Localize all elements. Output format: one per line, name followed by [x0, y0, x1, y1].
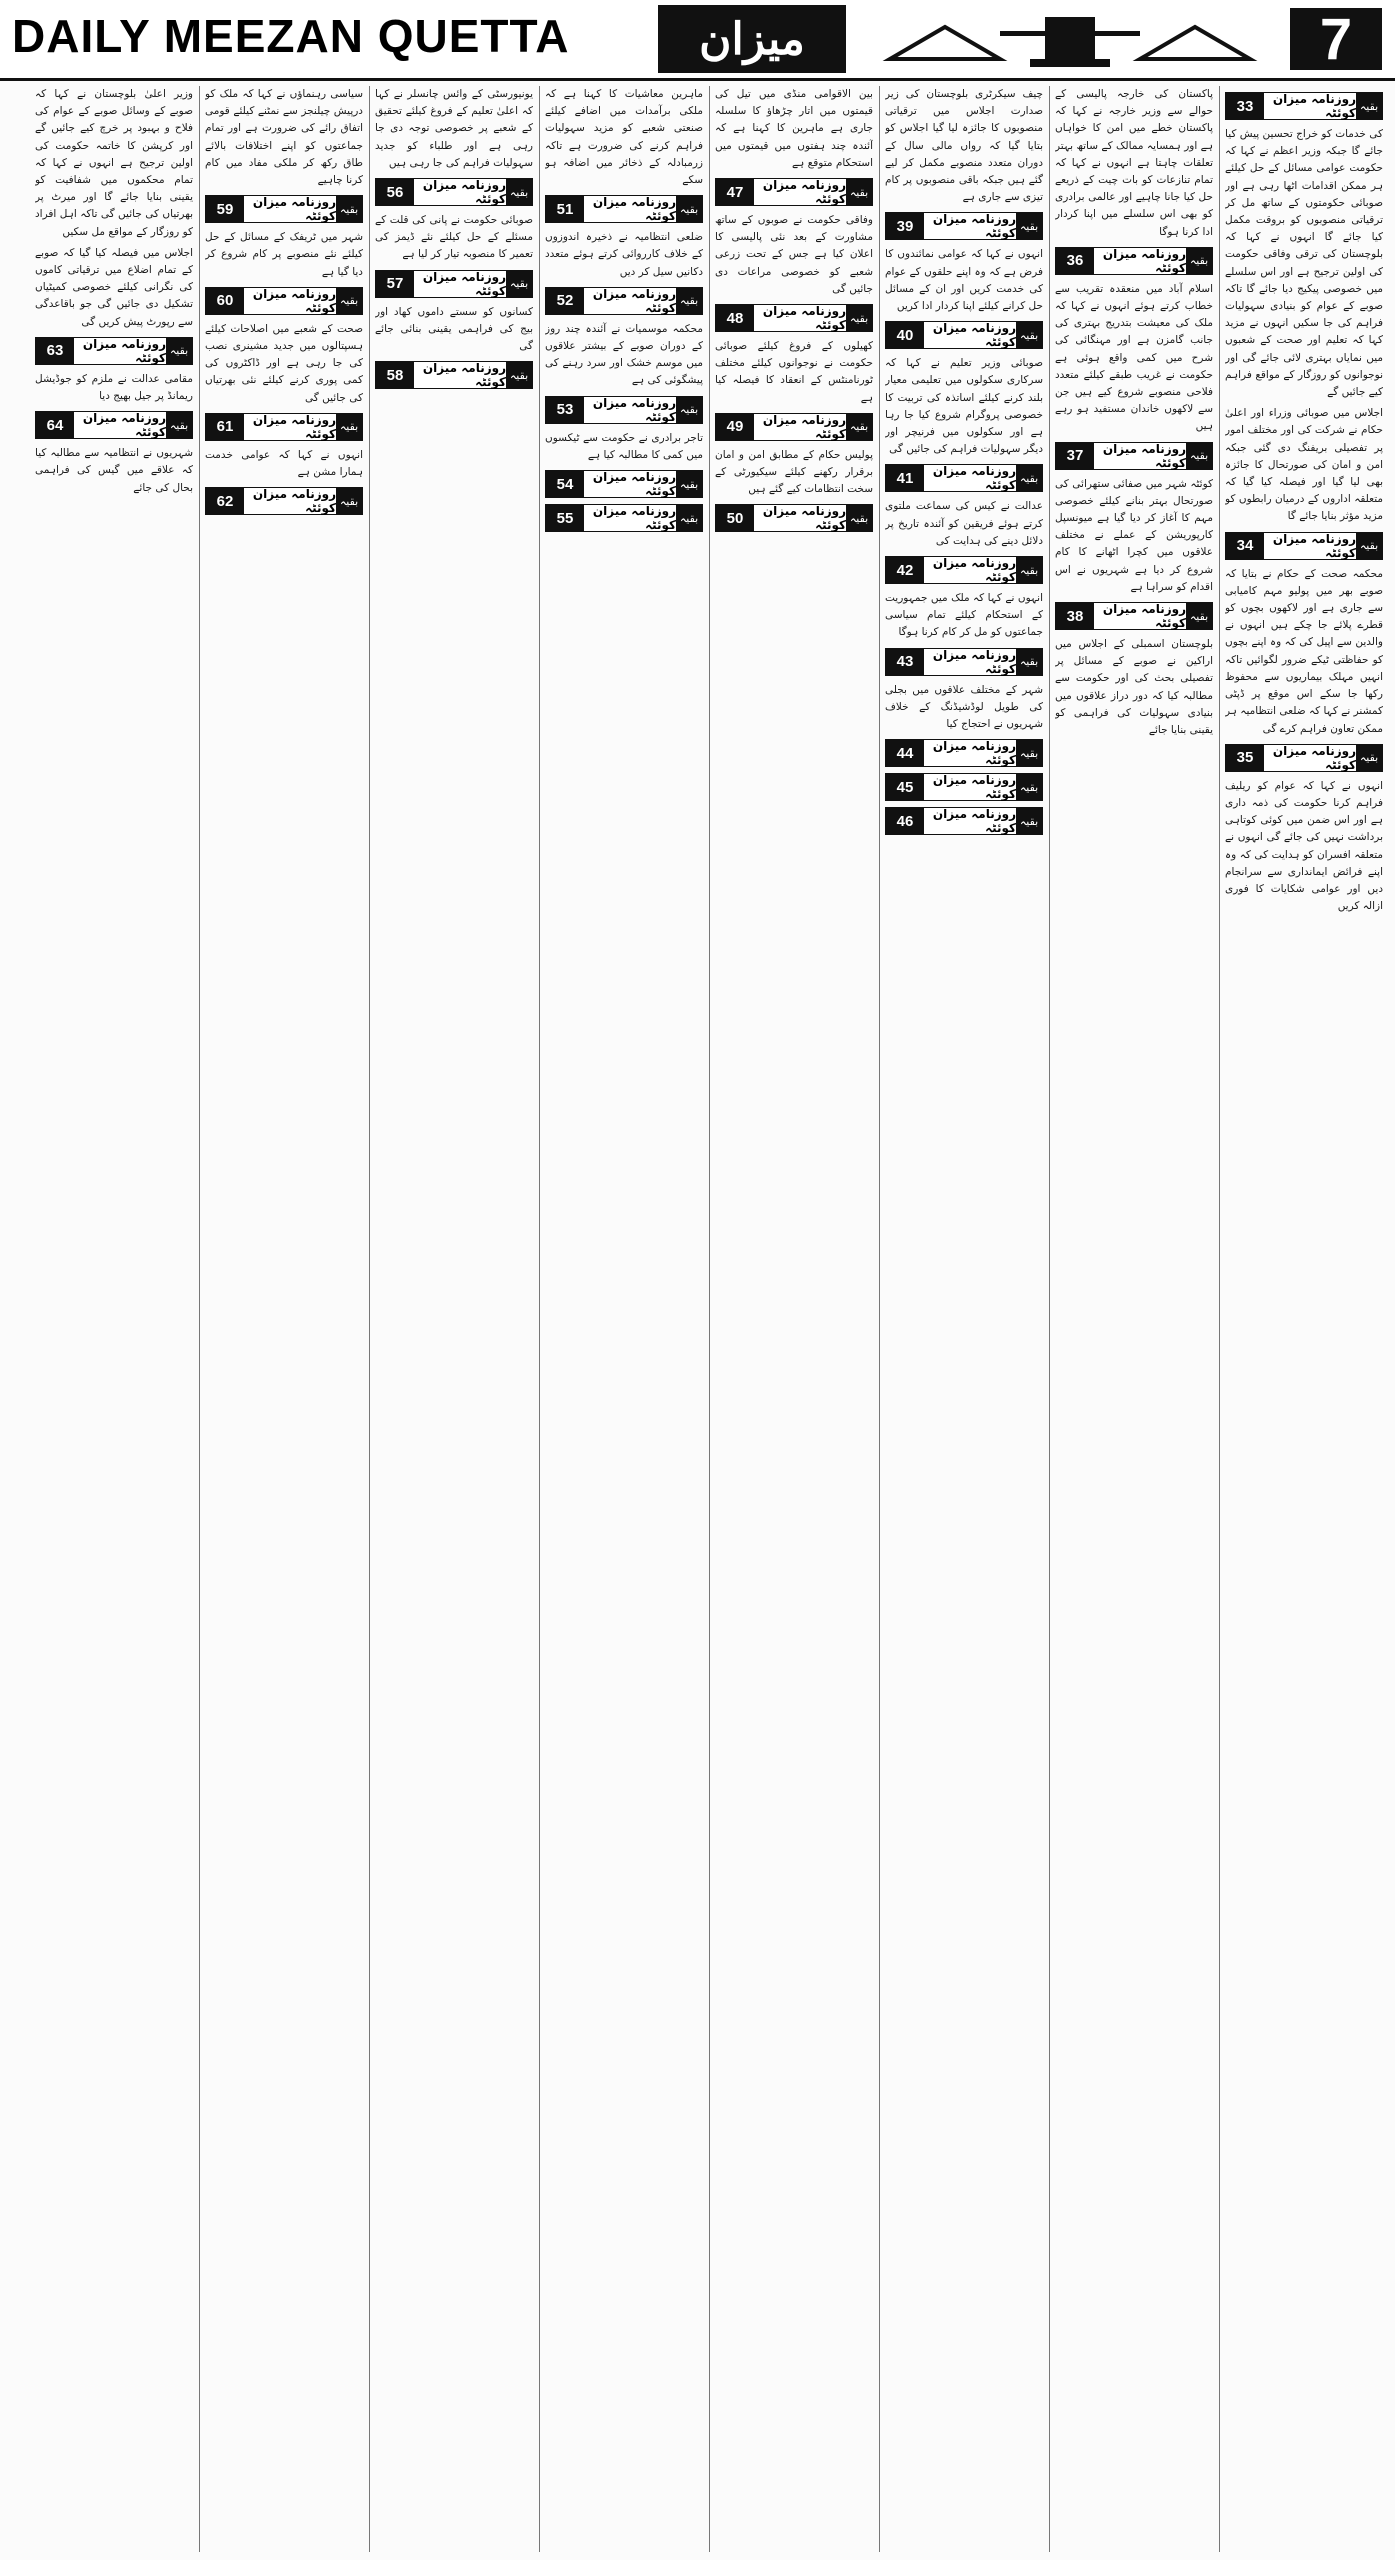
continuation-number: 56: [376, 179, 414, 205]
continuation-number: 37: [1056, 443, 1094, 469]
continuation-number: 40: [886, 322, 924, 348]
continuation-tag: بقیہ: [846, 305, 872, 331]
continuation-header: [715, 504, 873, 532]
continuation-number: 35: [1226, 745, 1264, 771]
continuation-number: 48: [716, 305, 754, 331]
column-4: [715, 86, 873, 2552]
column-divider: [369, 86, 370, 2552]
continuation-header: [1225, 532, 1383, 560]
continuation-tag: بقیہ: [336, 414, 362, 440]
continuation-tag: بقیہ: [1016, 465, 1042, 491]
continuation-tag: بقیہ: [1016, 774, 1042, 800]
continuation-tag: بقیہ: [506, 271, 532, 297]
column-2: [1055, 86, 1213, 2552]
column-divider: [1049, 86, 1050, 2552]
article-paragraph: یونیورسٹی کے وائس چانسلر نے کہا کہ اعلیٰ تعلیم کے فروغ کیلئے تحقیق کے شعبے پر خصوصی توجہ دی جا رہی ہے اور طلباء کو جدید سہولیات فراہم کی جا رہی ہیں: [375, 88, 533, 169]
column-1: [1225, 86, 1383, 2552]
continuation-label: روزنامہ میزان کوئٹہ: [932, 212, 1016, 241]
article-paragraph: وزیر اعلیٰ بلوچستان نے کہا کہ صوبے کے وسائل صوبے کے عوام کی فلاح و بہبود پر خرچ کیے جائیں گے اور کرپشن کا خاتمہ حکومت کی اولین ترجیح ہے انہوں نے کہا کہ تمام محکموں میں شفافیت کو یقینی بنایا جائے گا اور میرٹ پر بھرتیاں کی جائیں گی تاکہ اہل افراد کو روزگار کے مواقع مل سکیں: [35, 88, 193, 238]
continuation-tag: بقیہ: [846, 505, 872, 531]
continuation-number: 63: [36, 338, 74, 364]
continuation-header: [545, 470, 703, 498]
continuation-number: 61: [206, 414, 244, 440]
column-3: [885, 86, 1043, 2552]
continuation-number: 64: [36, 412, 74, 438]
continuation-tag: بقیہ: [1016, 322, 1042, 348]
continuation-header: [885, 648, 1043, 676]
continuation-label: روزنامہ میزان کوئٹہ: [932, 464, 1016, 493]
continuation-tag: بقیہ: [166, 412, 192, 438]
continuation-header: [885, 739, 1043, 767]
continuation-header: [885, 807, 1043, 835]
continuation-header: [35, 411, 193, 439]
continuation-tag: بقیہ: [1356, 93, 1382, 119]
continuation-header: [375, 178, 533, 206]
continuation-label: روزنامہ میزان کوئٹہ: [252, 412, 336, 441]
continuation-tag: بقیہ: [676, 288, 702, 314]
article-paragraph: اسلام آباد میں منعقدہ تقریب سے خطاب کرتے ہوئے انہوں نے کہا کہ ملک کی معیشت بتدریج بہتری کی جانب گامزن ہے اور مہنگائی کی شرح میں کمی واقع ہوئی ہے حکومت نے غریب طبقے کیلئے متعدد فلاحی منصوبے شروع کیے ہیں جن سے لاکھوں خاندان مستفید ہو رہے ہیں: [1055, 282, 1213, 433]
continuation-label: روزنامہ میزان کوئٹہ: [932, 321, 1016, 350]
column-divider: [709, 86, 710, 2552]
continuation-tag: بقیہ: [1016, 213, 1042, 239]
article-paragraph: صحت کے شعبے میں اصلاحات کیلئے ہسپتالوں میں جدید مشینری نصب کی جا رہی ہے اور ڈاکٹروں کی کمی پوری کرنے کیلئے نئی بھرتیاں کی جائیں گی: [205, 322, 363, 404]
continuation-label: روزنامہ میزان کوئٹہ: [82, 336, 166, 365]
article-paragraph: اجلاس میں فیصلہ کیا گیا کہ صوبے کے تمام اضلاع میں ترقیاتی کاموں کی نگرانی کیلئے خصوصی کمیٹیاں تشکیل دی جائیں گی جو باقاعدگی سے رپورٹ پیش کریں گی: [35, 246, 193, 328]
column-6: [375, 86, 533, 2552]
continuation-header: [885, 212, 1043, 240]
continuation-tag: بقیہ: [1356, 745, 1382, 771]
article-paragraph: اجلاس میں صوبائی وزراء اور اعلیٰ حکام نے شرکت کی اور مختلف امور پر تفصیلی بریفنگ دی گئی جبکہ امن و امان کی صورتحال کا جائزہ بھی لیا گیا اور فیصلہ کیا گیا کہ متعلقہ اداروں کے درمیان رابطوں کو مزید مؤثر بنایا جائے گا: [1225, 407, 1383, 523]
continuation-header: [1055, 602, 1213, 630]
article-paragraph: کی خدمات کو خراج تحسین پیش کیا جائے گا جبکہ وزیر اعظم نے کہا کہ حکومت عوامی مسائل کے حل کیلئے ہر ممکن اقدامات اٹھا رہی ہے اور صوبائی حکومتوں کے ساتھ مل کر ترقیاتی منصوبوں کو بروقت مکمل کیا جائے گا انہوں نے کہا کہ بلوچستان کی ترقی وفاقی حکومت کی اولین ترجیح ہے اور اس سلسلے میں خصوصی پیکیج دیا جائے گا تاکہ صوبے کے عوام کو بنیادی سہولیات فراہم کی جا سکیں انہوں نے مزید کہا کہ تعلیم اور صحت کے شعبوں میں نمایاں بہتری لائی جائے گی اور نوجوانوں کو روزگار کے مواقع فراہم کیے جائیں گے: [1225, 128, 1383, 399]
continuation-header: [1225, 92, 1383, 120]
continuation-header: [205, 195, 363, 223]
continuation-label: روزنامہ میزان کوئٹہ: [1102, 602, 1186, 631]
continuation-label: روزنامہ میزان کوئٹہ: [1272, 92, 1356, 120]
continuation-label: روزنامہ میزان کوئٹہ: [592, 395, 676, 424]
continuation-label: روزنامہ میزان کوئٹہ: [762, 304, 846, 333]
continuation-header: [375, 361, 533, 389]
continuation-tag: بقیہ: [1186, 603, 1212, 629]
continuation-number: 51: [546, 196, 584, 222]
continuation-number: 43: [886, 649, 924, 675]
article-paragraph: ماہرین معاشیات کا کہنا ہے کہ ملکی برآمدات میں اضافے کیلئے صنعتی شعبے کو مزید سہولیات فراہم کرنے کی ضرورت ہے تاکہ زرمبادلہ کے ذخائر میں اضافہ ہو سکے: [545, 88, 703, 187]
continuation-label: روزنامہ میزان کوئٹہ: [592, 504, 676, 533]
brand-english-title: DAILY MEEZAN QUETTA: [12, 10, 570, 62]
continuation-label: روزنامہ میزان کوئٹہ: [252, 286, 336, 315]
continuation-number: 50: [716, 505, 754, 531]
continuation-number: 44: [886, 740, 924, 766]
continuation-tag: بقیہ: [676, 505, 702, 531]
column-8: [35, 86, 193, 2552]
column-5: [545, 86, 703, 2552]
article-paragraph: انہوں نے کہا کہ عوام کو ریلیف فراہم کرنا حکومت کی ذمہ داری ہے اور اس ضمن میں کوئی کوتاہی برداشت نہیں کی جائے گی انہوں نے متعلقہ افسران کو ہدایت کی کہ وہ اپنے فرائض ایمانداری سے سرانجام دیں اور عوامی شکایات کا فوری ازالہ کریں: [1225, 779, 1383, 913]
article-paragraph: کوئٹہ شہر میں صفائی ستھرائی کی صورتحال بہتر بنانے کیلئے خصوصی مہم کا آغاز کر دیا گیا ہے میونسپل کارپوریشن کے عملے نے مختلف علاقوں میں کچرا اٹھانے کا کام شروع کر دیا ہے شہریوں نے اس اقدام کو سراہا ہے: [1055, 477, 1213, 593]
continuation-number: 54: [546, 471, 584, 497]
continuation-label: روزنامہ میزان کوئٹہ: [422, 178, 506, 207]
continuation-label: روزنامہ میزان کوئٹہ: [422, 269, 506, 298]
continuation-number: 36: [1056, 248, 1094, 274]
column-divider: [1219, 86, 1220, 2552]
article-paragraph: انہوں نے کہا کہ ملک میں جمہوریت کے استحکام کیلئے تمام سیاسی جماعتوں کو مل کر کام کرنا ہوگا: [885, 592, 1043, 639]
column-divider: [879, 86, 880, 2552]
continuation-number: 45: [886, 774, 924, 800]
continuation-label: روزنامہ میزان کوئٹہ: [932, 807, 1016, 836]
continuation-number: 39: [886, 213, 924, 239]
continuation-label: روزنامہ میزان کوئٹہ: [1272, 531, 1356, 560]
continuation-tag: بقیہ: [1186, 248, 1212, 274]
continuation-number: 58: [376, 362, 414, 388]
continuation-header: [1225, 744, 1383, 772]
continuation-label: روزنامہ میزان کوئٹہ: [592, 470, 676, 499]
continuation-number: 59: [206, 196, 244, 222]
column-7: [205, 86, 363, 2552]
continuation-number: 33: [1226, 93, 1264, 119]
continuation-tag: بقیہ: [1356, 533, 1382, 559]
continuation-label: روزنامہ میزان کوئٹہ: [592, 195, 676, 224]
article-paragraph: تاجر برادری نے حکومت سے ٹیکسوں میں کمی کا مطالبہ کیا ہے: [545, 431, 703, 461]
continuation-tag: بقیہ: [1016, 557, 1042, 583]
article-paragraph: پولیس حکام کے مطابق امن و امان برقرار رکھنے کیلئے سیکیورٹی کے سخت انتظامات کیے گئے ہیں: [715, 448, 873, 496]
continuation-header: [715, 304, 873, 332]
continuation-number: 42: [886, 557, 924, 583]
continuation-tag: بقیہ: [1016, 649, 1042, 675]
continuation-header: [545, 287, 703, 315]
continuation-tag: بقیہ: [336, 488, 362, 514]
continuation-header: [885, 556, 1043, 584]
article-paragraph: ضلعی انتظامیہ نے ذخیرہ اندوزوں کے خلاف کارروائی کرتے ہوئے متعدد دکانیں سیل کر دیں: [545, 231, 703, 278]
continuation-number: 49: [716, 414, 754, 440]
article-paragraph: چیف سیکرٹری بلوچستان کی زیر صدارت اجلاس میں ترقیاتی منصوبوں کا جائزہ لیا گیا اجلاس کو بتایا گیا کہ رواں مالی سال کے دوران متعدد منصوبے مکمل کر لیے گئے ہیں جبکہ باقی منصوبوں پر کام تیزی سے جاری ہے: [885, 88, 1043, 204]
continuation-number: 46: [886, 808, 924, 834]
continuation-header: [885, 321, 1043, 349]
article-paragraph: شہریوں نے انتظامیہ سے مطالبہ کیا کہ علاقے میں گیس کی فراہمی بحال کی جائے: [35, 447, 193, 494]
continuation-tag: بقیہ: [1186, 443, 1212, 469]
continuation-header: [205, 413, 363, 441]
continuation-tag: بقیہ: [166, 338, 192, 364]
continuation-tag: بقیہ: [676, 397, 702, 423]
continuation-label: روزنامہ میزان کوئٹہ: [82, 411, 166, 440]
article-paragraph: سیاسی رہنماؤں نے کہا کہ ملک کو درپیش چیلنجز سے نمٹنے کیلئے قومی اتفاق رائے کی ضرورت ہے اور تمام جماعتوں کو اپنے اختلافات بالائے طاق رکھ کر ملکی مفاد میں کام کرنا چاہیے: [205, 88, 363, 187]
article-paragraph: مقامی عدالت نے ملزم کو جوڈیشل ریمانڈ پر جیل بھیج دیا: [35, 372, 193, 403]
continuation-header: [545, 504, 703, 532]
scales-of-justice-icon: [880, 7, 1260, 71]
continuation-tag: بقیہ: [676, 196, 702, 222]
column-divider: [199, 86, 200, 2552]
continuation-number: 57: [376, 271, 414, 297]
article-paragraph: کسانوں کو سستے داموں کھاد اور بیج کی فراہمی یقینی بنائی جائے گی: [375, 305, 533, 353]
continuation-label: روزنامہ میزان کوئٹہ: [252, 487, 336, 516]
continuation-number: 34: [1226, 533, 1264, 559]
article-paragraph: انہوں نے کہا کہ عوامی نمائندوں کا فرض ہے کہ وہ اپنے حلقوں کے عوام کی خدمت کریں اور ان کے مسائل حل کرانے کیلئے اپنا کردار ادا کریں: [885, 248, 1043, 313]
continuation-label: روزنامہ میزان کوئٹہ: [762, 504, 846, 533]
continuation-header: [715, 178, 873, 206]
continuation-label: روزنامہ میزان کوئٹہ: [932, 647, 1016, 676]
continuation-label: روزنامہ میزان کوئٹہ: [932, 556, 1016, 585]
continuation-header: [545, 396, 703, 424]
continuation-label: روزنامہ میزان کوئٹہ: [762, 178, 846, 207]
continuation-header: [1055, 442, 1213, 470]
continuation-number: 47: [716, 179, 754, 205]
article-paragraph: بین الاقوامی منڈی میں تیل کی قیمتوں میں اتار چڑھاؤ کا سلسلہ جاری ہے ماہرین کا کہنا ہے کہ آئندہ چند ہفتوں میں قیمتوں میں استحکام متوقع ہے: [715, 88, 873, 169]
continuation-tag: بقیہ: [676, 471, 702, 497]
continuation-tag: بقیہ: [1016, 808, 1042, 834]
continuation-number: 52: [546, 288, 584, 314]
continuation-header: [885, 773, 1043, 801]
article-paragraph: شہر میں ٹریفک کے مسائل کے حل کیلئے نئے منصوبے پر کام شروع کر دیا گیا ہے: [205, 231, 363, 278]
continuation-label: روزنامہ میزان کوئٹہ: [1272, 743, 1356, 772]
continuation-tag: بقیہ: [1016, 740, 1042, 766]
continuation-number: 53: [546, 397, 584, 423]
continuation-tag: بقیہ: [336, 196, 362, 222]
continuation-label: روزنامہ میزان کوئٹہ: [1102, 246, 1186, 275]
article-paragraph: انہوں نے کہا کہ عوامی خدمت ہمارا مشن ہے: [205, 448, 363, 479]
article-paragraph: بلوچستان اسمبلی کے اجلاس میں اراکین نے صوبے کے مسائل پر تفصیلی بحث کی اور حکومت سے مطالبہ کیا کہ دور دراز علاقوں میں بنیادی سہولیات کی فراہمی کو یقینی بنایا جائے: [1055, 638, 1213, 737]
masthead: [0, 0, 1395, 81]
continuation-tag: بقیہ: [846, 414, 872, 440]
brand-urdu-logo: میزان: [658, 5, 846, 73]
continuation-label: روزنامہ میزان کوئٹہ: [1102, 441, 1186, 470]
continuation-tag: بقیہ: [506, 362, 532, 388]
article-paragraph: کھیلوں کے فروغ کیلئے صوبائی حکومت نے نوجوانوں کیلئے مختلف ٹورنامنٹس کے انعقاد کا فیصلہ کیا ہے: [715, 340, 873, 404]
continuation-header: [545, 195, 703, 223]
continuation-number: 38: [1056, 603, 1094, 629]
continuation-label: روزنامہ میزان کوئٹہ: [252, 195, 336, 224]
article-paragraph: صوبائی حکومت نے پانی کی قلت کے مسئلے کے حل کیلئے نئے ڈیمز کی تعمیر کا منصوبہ تیار کر لیا ہے: [375, 214, 533, 261]
page-number: 7: [1290, 8, 1382, 70]
continuation-label: روزنامہ میزان کوئٹہ: [932, 739, 1016, 768]
continuation-header: [205, 287, 363, 315]
article-paragraph: عدالت نے کیس کی سماعت ملتوی کرتے ہوئے فریقین کو آئندہ تاریخ پر دلائل دینے کی ہدایت کی: [885, 500, 1043, 547]
continuation-label: روزنامہ میزان کوئٹہ: [422, 361, 506, 390]
continuation-number: 60: [206, 288, 244, 314]
continuation-number: 62: [206, 488, 244, 514]
continuation-tag: بقیہ: [336, 288, 362, 314]
continuation-header: [375, 270, 533, 298]
continuation-tag: بقیہ: [846, 179, 872, 205]
article-paragraph: وفاقی حکومت نے صوبوں کے ساتھ مشاورت کے بعد نئی پالیسی کا اعلان کیا ہے جس کے تحت زرعی شعبے کو خصوصی مراعات دی جائیں گی: [715, 214, 873, 295]
continuation-label: روزنامہ میزان کوئٹہ: [932, 773, 1016, 802]
article-paragraph: محکمہ صحت کے حکام نے بتایا کہ صوبے بھر میں پولیو مہم کامیابی سے جاری ہے اور لاکھوں بچوں کو قطرے پلائے جا چکے ہیں انہوں نے والدین سے اپیل کی کہ وہ اپنے بچوں کو حفاظتی ٹیکے ضرور لگوائیں تاکہ انہیں مہلک بیماریوں سے محفوظ رکھا جا سکے اس موقع پر ڈپٹی کمشنر نے کہا کہ ضلعی انتظامیہ ہر ممکن تعاون فراہم کرے گی: [1225, 567, 1383, 735]
article-paragraph: شہر کے مختلف علاقوں میں بجلی کی طویل لوڈشیڈنگ کے خلاف شہریوں نے احتجاج کیا: [885, 683, 1043, 731]
continuation-label: روزنامہ میزان کوئٹہ: [592, 286, 676, 315]
article-paragraph: پاکستان کی خارجہ پالیسی کے حوالے سے وزیر خارجہ نے کہا کہ پاکستان خطے میں امن کا خواہاں ہے اور ہمسایہ ممالک کے ساتھ بہتر تعلقات چاہتا ہے انہوں نے کہا کہ تمام تنازعات کو بات چیت کے ذریعے حل کیا جانا چاہیے اور عالمی برادری کو بھی اس سلسلے میں اپنا کردار ادا کرنا ہوگا: [1055, 88, 1213, 238]
continuation-number: 41: [886, 465, 924, 491]
continuation-header: [35, 337, 193, 365]
continuation-number: 55: [546, 505, 584, 531]
continuation-header: [1055, 247, 1213, 275]
continuation-header: [205, 487, 363, 515]
continuation-tag: بقیہ: [506, 179, 532, 205]
column-divider: [539, 86, 540, 2552]
article-paragraph: صوبائی وزیر تعلیم نے کہا کہ سرکاری سکولوں میں تعلیمی معیار بلند کرنے کیلئے اساتذہ کی تربیت کا خصوصی پروگرام شروع کیا جا رہا ہے اور سکولوں میں فرنیچر اور دیگر سہولیات فراہم کی جائیں گی: [885, 357, 1043, 456]
continuation-header: [885, 464, 1043, 492]
article-paragraph: محکمہ موسمیات نے آئندہ چند روز کے دوران صوبے کے بیشتر علاقوں میں موسم خشک اور سرد رہنے کی پیشگوئی کی ہے: [545, 322, 703, 387]
continuation-header: [715, 413, 873, 441]
continuation-label: روزنامہ میزان کوئٹہ: [762, 412, 846, 441]
